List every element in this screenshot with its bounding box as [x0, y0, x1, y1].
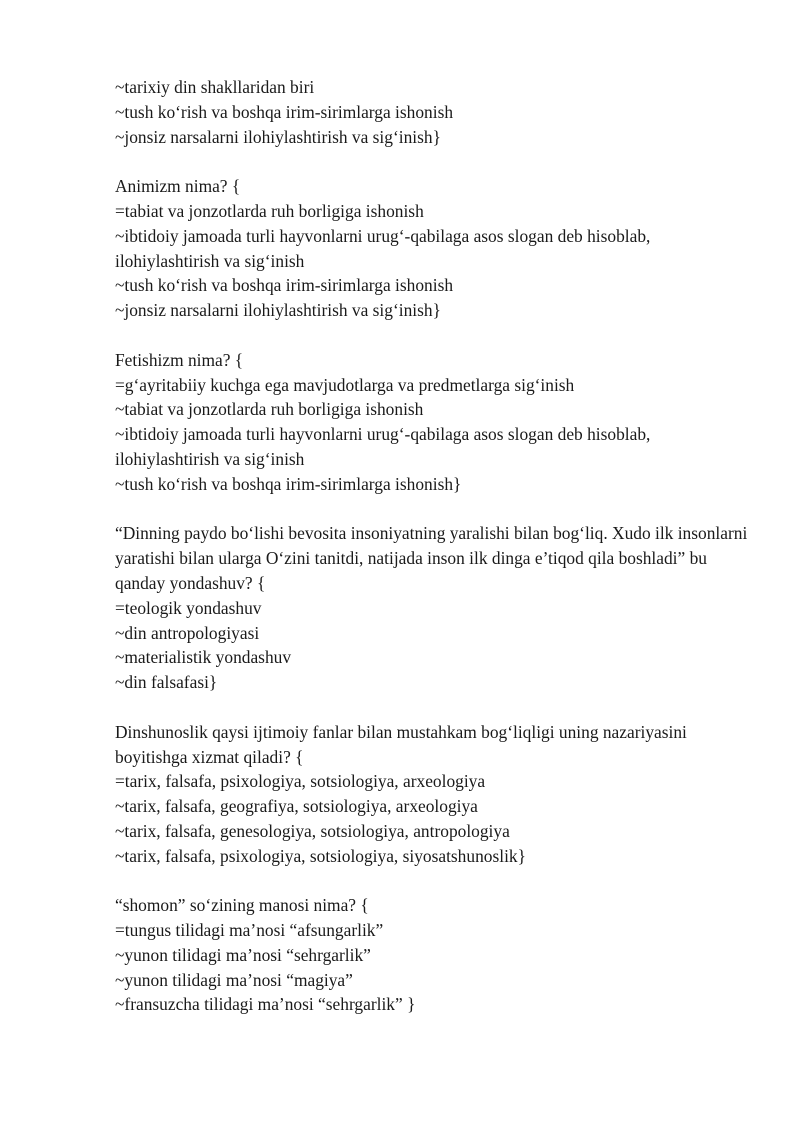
question-text: Dinshunoslik qaysi ijtimoiy fanlar bilan mustahkam bog‘liqligi uning nazariyasini boyitishga xizmat qiladi? { [115, 721, 687, 767]
answer-option: ~materialistik yondashuv [115, 647, 292, 668]
question-block [115, 893, 755, 1017]
correct-answer: =tungus tilidagi ma’nosi “afsungarlik” [115, 920, 384, 941]
question-text: Animizm nima? { [115, 176, 241, 197]
answer-option: ~tabiat va jonzotlarda ruh borligiga ishonish [115, 399, 424, 420]
answer-option: ~tarix, falsafa, psixologiya, sotsiologiya, siyosatshunoslik} [115, 845, 526, 866]
answer-option: ~yunon tilidagi ma’nosi “magiya” [115, 969, 353, 990]
question-block [115, 521, 755, 695]
document-body [115, 75, 755, 1042]
question-block [115, 720, 755, 869]
question-block [115, 348, 755, 497]
answer-option: ~tarixiy din shakllaridan biri [115, 77, 315, 97]
answer-option: ~fransuzcha tilidagi ma’nosi “sehrgarlik” } [115, 994, 416, 1015]
answer-option: ~tarix, falsafa, geografiya, sotsiologiya, arxeologiya [115, 796, 478, 817]
answer-option: ~din falsafasi} [115, 672, 218, 693]
question-text: Fetishizm nima? { [115, 349, 244, 370]
answer-option: ~tush ko‘rish va boshqa irim-sirimlarga ishonish} [115, 473, 462, 494]
answer-option: ~yunon tilidagi ma’nosi “sehrgarlik” [115, 944, 371, 965]
answer-option: ~din antropologiyasi [115, 622, 260, 643]
answer-option: ~jonsiz narsalarni ilohiylashtirish va sig‘inish} [115, 126, 441, 147]
correct-answer: =tabiat va jonzotlarda ruh borligiga ishonish [115, 200, 424, 221]
answer-option: ~ibtidoiy jamoada turli hayvonlarni urug‘-qabilaga asos slogan deb hisoblab, ilohiylashtirish va sig‘inish [115, 424, 651, 469]
question-text: “Dinning paydo bo‘lishi bevosita insoniyatning yaralishi bilan bog‘liq. Xudo ilk insonlarni yaratishi bilan ularga O‘zini tanitdi, natijada inson ilk dinga e’tiqod qila boshladi” bu qanday yondashuv? { [115, 523, 748, 593]
correct-answer: =g‘ayritabiiy kuchga ega mavjudotlarga va predmetlarga sig‘inish [115, 374, 575, 395]
answer-option: ~tarix, falsafa, genesologiya, sotsiologiya, antropologiya [115, 820, 510, 841]
correct-answer: =tarix, falsafa, psixologiya, sotsiologiya, arxeologiya [115, 771, 486, 792]
question-block [115, 75, 755, 149]
correct-answer: =teologik yondashuv [115, 597, 262, 618]
answer-option: ~tush ko‘rish va boshqa irim-sirimlarga ishonish [115, 275, 454, 296]
answer-option: ~jonsiz narsalarni ilohiylashtirish va sig‘inish} [115, 300, 441, 321]
answer-option: ~ibtidoiy jamoada turli hayvonlarni urug‘-qabilaga asos slogan deb hisoblab, ilohiylashtirish va sig‘inish [115, 225, 651, 271]
question-block [115, 174, 755, 323]
question-text: “shomon” so‘zining manosi nima? { [115, 895, 369, 916]
answer-option: ~tush ko‘rish va boshqa irim-sirimlarga ishonish [115, 101, 454, 122]
